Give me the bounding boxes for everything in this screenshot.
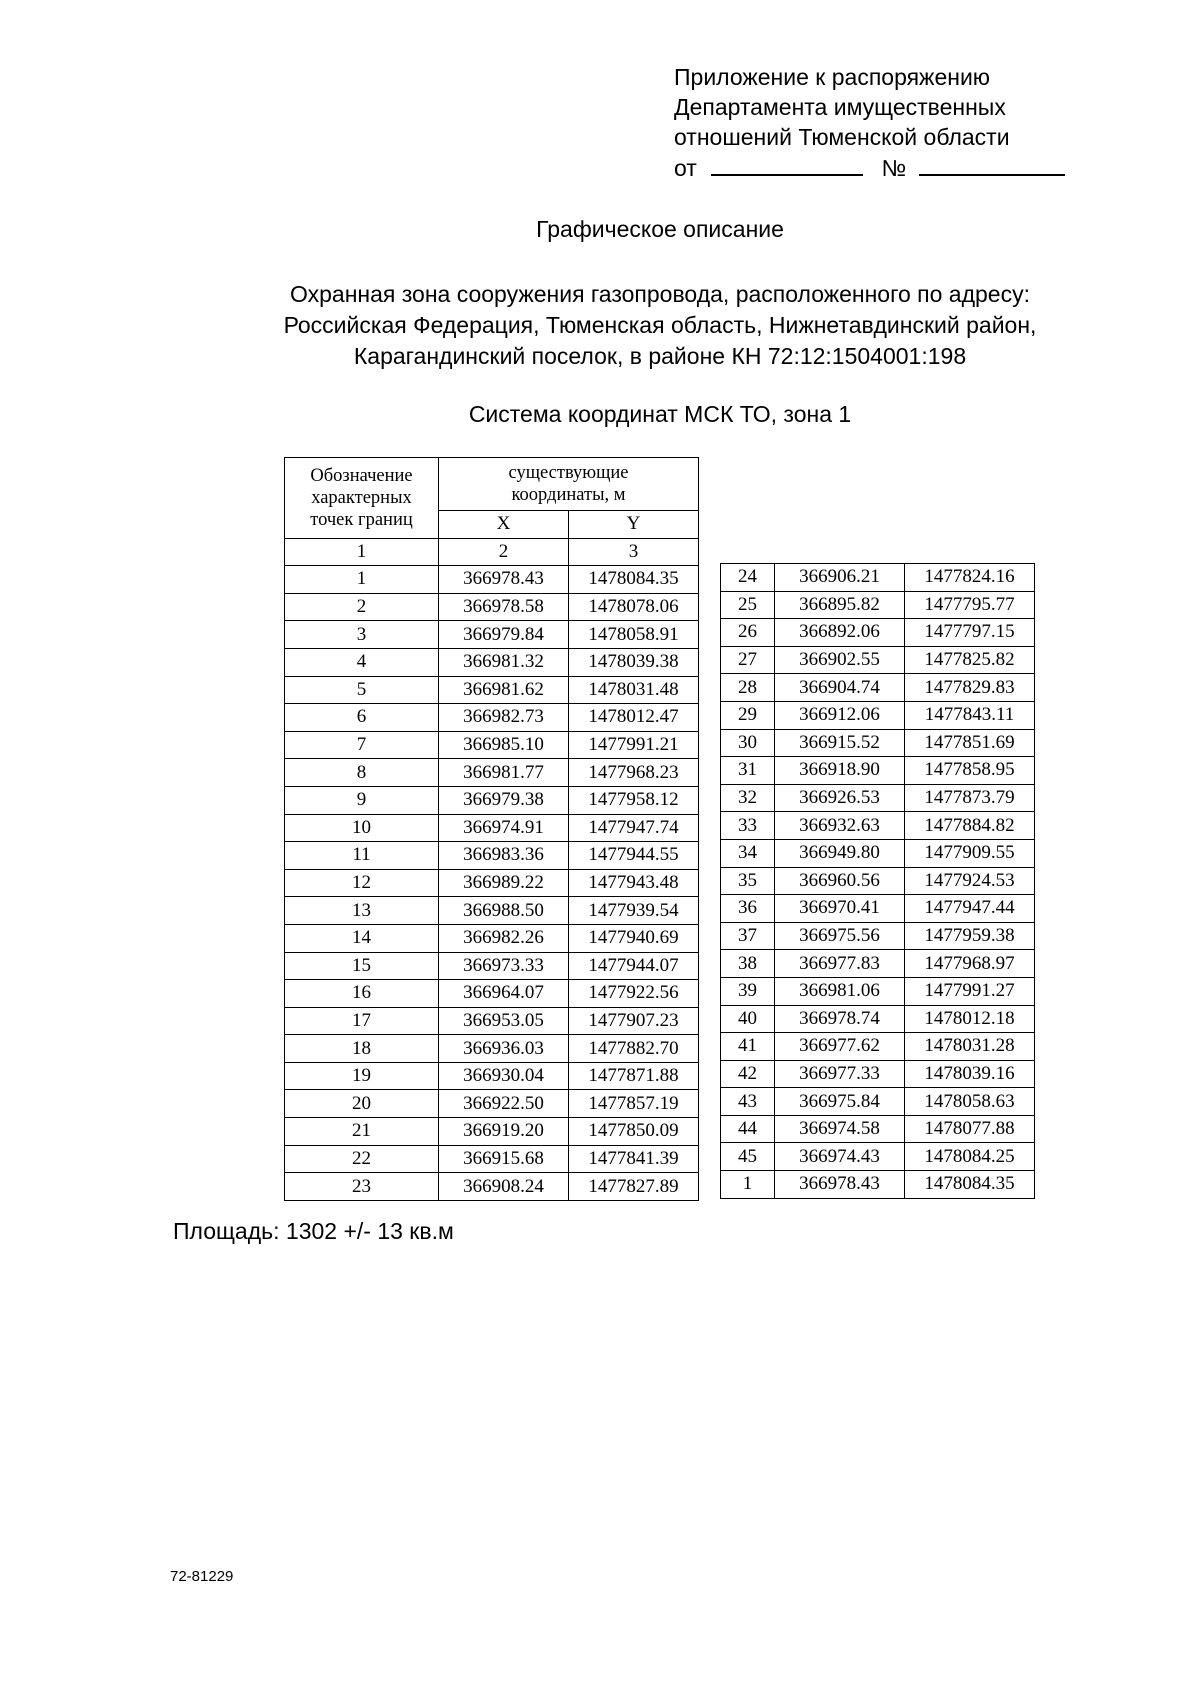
- column-number-2: 2: [439, 538, 569, 566]
- x-coordinate-cell: 366989.22: [439, 869, 569, 897]
- table-row: [721, 1143, 1035, 1171]
- x-coordinate-cell: 366985.10: [439, 731, 569, 759]
- y-coordinate-cell: 1477943.48: [569, 869, 699, 897]
- table-row: [285, 869, 699, 897]
- table-row: [285, 1007, 699, 1035]
- y-coordinate-cell: 1478058.91: [569, 621, 699, 649]
- coords-header-line-1: существующие: [508, 463, 629, 483]
- y-coordinate-cell: 1478039.16: [905, 1060, 1035, 1088]
- point-number-cell: 7: [285, 731, 439, 759]
- point-number-cell: 1: [721, 1171, 775, 1199]
- x-coordinate-cell: 366895.82: [775, 591, 905, 619]
- point-number-cell: 3: [285, 621, 439, 649]
- table-row: [721, 729, 1035, 757]
- point-number-cell: 13: [285, 897, 439, 925]
- table-row: [285, 1173, 699, 1201]
- point-number-cell: 40: [721, 1005, 775, 1033]
- table-row: [721, 1171, 1035, 1199]
- table-row: [721, 839, 1035, 867]
- table-row: [721, 1033, 1035, 1061]
- object-description-line-2: Российская Федерация, Тюменская область, Нижнетавдинский район,: [283, 312, 1037, 338]
- date-blank-line: [711, 152, 863, 176]
- y-coordinate-cell: 1477850.09: [569, 1118, 699, 1146]
- y-coordinate-cell: 1477947.74: [569, 814, 699, 842]
- object-description-line-1: Охранная зона сооружения газопровода, расположенного по адресу:: [290, 281, 1030, 307]
- appendix-date-number-line: [674, 152, 1065, 183]
- table-row: [721, 701, 1035, 729]
- x-coordinate-cell: 366978.58: [439, 593, 569, 621]
- table-row: [285, 814, 699, 842]
- point-number-cell: 2: [285, 593, 439, 621]
- x-coordinate-cell: 366978.43: [775, 1171, 905, 1199]
- y-coordinate-cell: 1477829.83: [905, 674, 1035, 702]
- point-number-cell: 1: [285, 566, 439, 594]
- point-number-cell: 21: [285, 1118, 439, 1146]
- y-coordinate-cell: 1477884.82: [905, 812, 1035, 840]
- point-number-cell: 14: [285, 924, 439, 952]
- point-number-cell: 44: [721, 1115, 775, 1143]
- table-row: [285, 1090, 699, 1118]
- table-row: [721, 867, 1035, 895]
- points-header-line-3: точек границ: [310, 509, 413, 530]
- y-coordinate-cell: 1478058.63: [905, 1088, 1035, 1116]
- y-coordinate-cell: 1477857.19: [569, 1090, 699, 1118]
- x-coordinate-cell: 366892.06: [775, 619, 905, 647]
- appendix-line-1: Приложение к распоряжению: [674, 64, 991, 90]
- table-row: [285, 980, 699, 1008]
- y-coordinate-cell: 1477795.77: [905, 591, 1035, 619]
- x-coordinate-cell: 366979.38: [439, 786, 569, 814]
- table-row: [285, 759, 699, 787]
- table-column-number-row: [285, 538, 699, 566]
- table-row: [721, 646, 1035, 674]
- coordinates-table-right-body: [721, 564, 1035, 1199]
- point-number-cell: 8: [285, 759, 439, 787]
- x-coordinate-cell: 366953.05: [439, 1007, 569, 1035]
- point-number-cell: 24: [721, 564, 775, 592]
- y-coordinate-cell: 1477825.82: [905, 646, 1035, 674]
- y-header-cell: Y: [569, 511, 699, 539]
- point-number-cell: 42: [721, 1060, 775, 1088]
- point-number-cell: 6: [285, 704, 439, 732]
- x-coordinate-cell: 366975.84: [775, 1088, 905, 1116]
- x-coordinate-cell: 366979.84: [439, 621, 569, 649]
- x-coordinate-cell: 366981.77: [439, 759, 569, 787]
- y-coordinate-cell: 1478012.47: [569, 704, 699, 732]
- y-coordinate-cell: 1477873.79: [905, 784, 1035, 812]
- y-coordinate-cell: 1477841.39: [569, 1145, 699, 1173]
- y-coordinate-cell: 1477958.12: [569, 786, 699, 814]
- point-number-cell: 10: [285, 814, 439, 842]
- point-number-cell: 32: [721, 784, 775, 812]
- y-coordinate-cell: 1477939.54: [569, 897, 699, 925]
- table-row: [285, 952, 699, 980]
- table-row: [721, 674, 1035, 702]
- x-coordinate-cell: 366930.04: [439, 1062, 569, 1090]
- table-row: [721, 1005, 1035, 1033]
- x-coordinate-cell: 366982.73: [439, 704, 569, 732]
- point-number-cell: 12: [285, 869, 439, 897]
- y-coordinate-cell: 1477851.69: [905, 729, 1035, 757]
- coordinates-table-left: [284, 457, 699, 1201]
- point-number-cell: 39: [721, 977, 775, 1005]
- x-coordinate-cell: 366981.62: [439, 676, 569, 704]
- x-coordinate-cell: 366906.21: [775, 564, 905, 592]
- x-coordinate-cell: 366915.68: [439, 1145, 569, 1173]
- y-coordinate-cell: 1478084.35: [569, 566, 699, 594]
- y-coordinate-cell: 1478039.38: [569, 648, 699, 676]
- point-number-cell: 18: [285, 1035, 439, 1063]
- table-row: [285, 704, 699, 732]
- y-coordinate-cell: 1477824.16: [905, 564, 1035, 592]
- point-number-cell: 37: [721, 922, 775, 950]
- object-description-line-3: Карагандинский поселок, в районе КН 72:12:1504001:198: [353, 343, 967, 369]
- y-coordinate-cell: 1477909.55: [905, 839, 1035, 867]
- x-coordinate-cell: 366970.41: [775, 895, 905, 923]
- x-coordinate-cell: 366919.20: [439, 1118, 569, 1146]
- appendix-line-2: Департамента имущественных: [674, 94, 1006, 120]
- coords-header-cell: [439, 458, 699, 511]
- point-number-cell: 11: [285, 842, 439, 870]
- x-coordinate-cell: 366974.91: [439, 814, 569, 842]
- y-coordinate-cell: 1478031.48: [569, 676, 699, 704]
- x-coordinate-cell: 366974.43: [775, 1143, 905, 1171]
- x-coordinate-cell: 366936.03: [439, 1035, 569, 1063]
- appendix-number-label: №: [881, 155, 907, 181]
- x-coordinate-cell: 366975.56: [775, 922, 905, 950]
- y-coordinate-cell: 1478031.28: [905, 1033, 1035, 1061]
- y-coordinate-cell: 1477827.89: [569, 1173, 699, 1201]
- object-description: [0, 279, 1200, 372]
- document-title: Графическое описание: [536, 216, 784, 242]
- table-row: [285, 897, 699, 925]
- appendix-line-3: отношений Тюменской области: [674, 124, 1010, 150]
- y-coordinate-cell: 1478084.35: [905, 1171, 1035, 1199]
- point-number-cell: 35: [721, 867, 775, 895]
- x-coordinate-cell: 366918.90: [775, 757, 905, 785]
- points-header-line-1: Обозначение: [310, 465, 413, 486]
- y-coordinate-cell: 1478078.06: [569, 593, 699, 621]
- coords-header-line-2: координаты, м: [511, 485, 626, 505]
- area-text: Площадь: 1302 +/- 13 кв.м: [173, 1218, 454, 1244]
- x-coordinate-cell: 366932.63: [775, 812, 905, 840]
- x-coordinate-cell: 366977.33: [775, 1060, 905, 1088]
- x-coordinate-cell: 366904.74: [775, 674, 905, 702]
- table-row: [721, 812, 1035, 840]
- point-number-cell: 28: [721, 674, 775, 702]
- table-row: [285, 731, 699, 759]
- y-coordinate-cell: 1477947.44: [905, 895, 1035, 923]
- x-coordinate-cell: 366974.58: [775, 1115, 905, 1143]
- point-number-cell: 30: [721, 729, 775, 757]
- number-blank-line: [919, 152, 1065, 176]
- x-coordinate-cell: 366978.43: [439, 566, 569, 594]
- y-coordinate-cell: 1477968.97: [905, 950, 1035, 978]
- point-number-cell: 5: [285, 676, 439, 704]
- point-number-cell: 16: [285, 980, 439, 1008]
- table-row: [721, 895, 1035, 923]
- y-coordinate-cell: 1478012.18: [905, 1005, 1035, 1033]
- point-number-cell: 29: [721, 701, 775, 729]
- table-header-row: [285, 458, 699, 511]
- y-coordinate-cell: 1477944.55: [569, 842, 699, 870]
- appendix-block: [674, 62, 1065, 183]
- y-coordinate-cell: 1477968.23: [569, 759, 699, 787]
- point-number-cell: 19: [285, 1062, 439, 1090]
- x-coordinate-cell: 366981.32: [439, 648, 569, 676]
- appendix-from-label: от: [674, 155, 697, 181]
- points-header-line-2: характерных: [311, 487, 412, 508]
- table-row: [285, 786, 699, 814]
- y-coordinate-cell: 1477991.27: [905, 977, 1035, 1005]
- y-coordinate-cell: 1477871.88: [569, 1062, 699, 1090]
- y-coordinate-cell: 1477944.07: [569, 952, 699, 980]
- table-row: [285, 676, 699, 704]
- x-coordinate-cell: 366902.55: [775, 646, 905, 674]
- x-header-cell: X: [439, 511, 569, 539]
- x-coordinate-cell: 366949.80: [775, 839, 905, 867]
- x-coordinate-cell: 366977.83: [775, 950, 905, 978]
- table-row: [285, 1062, 699, 1090]
- y-coordinate-cell: 1477843.11: [905, 701, 1035, 729]
- table-row: [721, 619, 1035, 647]
- x-coordinate-cell: 366960.56: [775, 867, 905, 895]
- point-number-cell: 4: [285, 648, 439, 676]
- x-coordinate-cell: 366926.53: [775, 784, 905, 812]
- point-number-cell: 31: [721, 757, 775, 785]
- y-coordinate-cell: 1477924.53: [905, 867, 1035, 895]
- y-coordinate-cell: 1477882.70: [569, 1035, 699, 1063]
- table-row: [285, 842, 699, 870]
- table-row: [721, 1115, 1035, 1143]
- point-number-cell: 36: [721, 895, 775, 923]
- table-row: [721, 784, 1035, 812]
- x-coordinate-cell: 366964.07: [439, 980, 569, 1008]
- point-number-cell: 27: [721, 646, 775, 674]
- table-row: [721, 977, 1035, 1005]
- table-row: [285, 621, 699, 649]
- x-coordinate-cell: 366988.50: [439, 897, 569, 925]
- point-number-cell: 41: [721, 1033, 775, 1061]
- table-row: [285, 924, 699, 952]
- y-coordinate-cell: 1477940.69: [569, 924, 699, 952]
- x-coordinate-cell: 366912.06: [775, 701, 905, 729]
- table-row: [721, 1088, 1035, 1116]
- table-row: [285, 648, 699, 676]
- table-row: [285, 1145, 699, 1173]
- point-number-cell: 17: [285, 1007, 439, 1035]
- x-coordinate-cell: 366973.33: [439, 952, 569, 980]
- coordinate-system-label: Система координат МСК ТО, зона 1: [468, 401, 852, 427]
- table-row: [721, 591, 1035, 619]
- table-row: [721, 757, 1035, 785]
- x-coordinate-cell: 366983.36: [439, 842, 569, 870]
- point-number-cell: 26: [721, 619, 775, 647]
- x-coordinate-cell: 366982.26: [439, 924, 569, 952]
- point-number-cell: 45: [721, 1143, 775, 1171]
- point-number-cell: 22: [285, 1145, 439, 1173]
- y-coordinate-cell: 1478077.88: [905, 1115, 1035, 1143]
- y-coordinate-cell: 1477991.21: [569, 731, 699, 759]
- point-number-cell: 23: [285, 1173, 439, 1201]
- document-code: 72-81229: [170, 1568, 234, 1585]
- x-coordinate-cell: 366908.24: [439, 1173, 569, 1201]
- column-number-1: 1: [285, 538, 439, 566]
- x-coordinate-cell: 366978.74: [775, 1005, 905, 1033]
- x-coordinate-cell: 366981.06: [775, 977, 905, 1005]
- table-row: [721, 922, 1035, 950]
- y-coordinate-cell: 1477922.56: [569, 980, 699, 1008]
- x-coordinate-cell: 366915.52: [775, 729, 905, 757]
- y-coordinate-cell: 1478084.25: [905, 1143, 1035, 1171]
- y-coordinate-cell: 1477797.15: [905, 619, 1035, 647]
- coordinates-table-left-body: [285, 458, 699, 1201]
- point-number-cell: 25: [721, 591, 775, 619]
- point-number-cell: 9: [285, 786, 439, 814]
- table-row: [721, 950, 1035, 978]
- x-coordinate-cell: 366922.50: [439, 1090, 569, 1118]
- table-row: [721, 564, 1035, 592]
- y-coordinate-cell: 1477907.23: [569, 1007, 699, 1035]
- table-row: [285, 566, 699, 594]
- points-header-cell: [285, 458, 439, 539]
- point-number-cell: 15: [285, 952, 439, 980]
- y-coordinate-cell: 1477858.95: [905, 757, 1035, 785]
- point-number-cell: 20: [285, 1090, 439, 1118]
- point-number-cell: 38: [721, 950, 775, 978]
- coordinates-table-right: [720, 563, 1035, 1199]
- x-coordinate-cell: 366977.62: [775, 1033, 905, 1061]
- table-row: [285, 593, 699, 621]
- column-number-3: 3: [569, 538, 699, 566]
- table-row: [721, 1060, 1035, 1088]
- table-row: [285, 1118, 699, 1146]
- point-number-cell: 43: [721, 1088, 775, 1116]
- point-number-cell: 33: [721, 812, 775, 840]
- point-number-cell: 34: [721, 839, 775, 867]
- table-row: [285, 1035, 699, 1063]
- y-coordinate-cell: 1477959.38: [905, 922, 1035, 950]
